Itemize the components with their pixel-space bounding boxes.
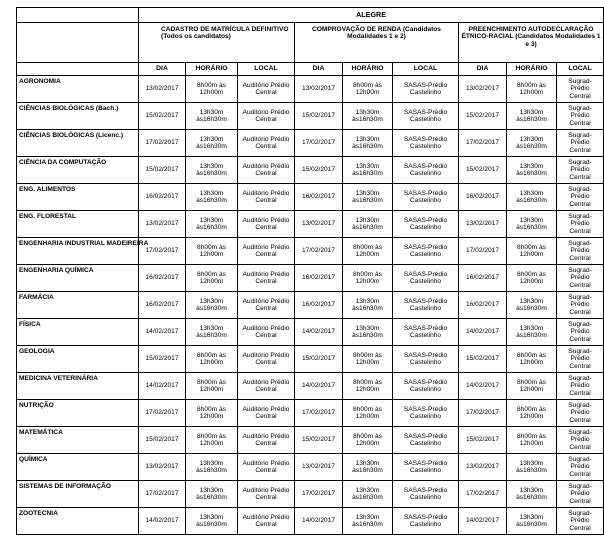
- date-cell: 13/02/2017: [459, 454, 507, 481]
- time-cell: 13h30m às16h30m: [343, 184, 393, 211]
- location-cell: Auditório Prédio Central: [238, 130, 295, 157]
- column-header-local: LOCAL: [238, 63, 295, 76]
- table-row: [17, 103, 604, 130]
- date-cell: 15/02/2017: [459, 346, 507, 373]
- subheader-row: [17, 63, 604, 76]
- date-cell: 14/02/2017: [295, 373, 343, 400]
- time-cell: 13h30m às16h30m: [186, 211, 238, 238]
- time-cell: 13h30m às16h30m: [343, 157, 393, 184]
- location-cell: Sugrad-Prédio Central: [557, 373, 604, 400]
- course-name: ENGENHARIA QUÍMICA: [17, 265, 139, 292]
- location-cell: Sugrad-Prédio Central: [557, 103, 604, 130]
- table-row: [17, 481, 604, 508]
- location-cell: Auditório Prédio Central: [238, 346, 295, 373]
- location-cell: Sugrad-Prédio Central: [557, 400, 604, 427]
- group-header-autodeclaracao: PREENCHIMENTO AUTODECLARAÇÃO ÉTNICO-RACIAL (Candidatos Modalidades 1 e 3): [459, 23, 604, 63]
- location-cell: Sugrad-Prédio Central: [557, 130, 604, 157]
- time-cell: 13h30m às16h30m: [186, 157, 238, 184]
- location-cell: Sugrad-Prédio Central: [557, 346, 604, 373]
- date-cell: 14/02/2017: [295, 319, 343, 346]
- table-row: [17, 400, 604, 427]
- time-cell: 8h00m às 12h00m: [186, 76, 238, 103]
- time-cell: 13h30m às16h30m: [186, 292, 238, 319]
- table-row: [17, 238, 604, 265]
- course-name: FÍSICA: [17, 319, 139, 346]
- time-cell: 13h30m às16h30m: [343, 454, 393, 481]
- location-cell: SASAS-Prédio Castelinho: [393, 130, 459, 157]
- course-name: ZOOTECNIA: [17, 508, 139, 535]
- column-header-dia: DIA: [295, 63, 343, 76]
- group-header-renda: COMPROVAÇÃO DE RENDA (Candidatos Modalidades 1 e 2): [295, 23, 459, 63]
- date-cell: 17/02/2017: [139, 481, 186, 508]
- date-cell: 17/02/2017: [459, 400, 507, 427]
- course-name: AGRONOMIA: [17, 76, 139, 103]
- time-cell: 13h30m às16h30m: [343, 508, 393, 535]
- time-cell: 8h00m às 12h00m: [507, 238, 557, 265]
- group-header-matricula: CADASTRO DE MATRÍCULA DEFINITIVO (Todos os candidatos): [139, 23, 295, 63]
- time-cell: 8h00m às 12h00m: [343, 346, 393, 373]
- table-row: [17, 130, 604, 157]
- corner-cell: [17, 8, 139, 23]
- course-name: MATEMÁTICA: [17, 427, 139, 454]
- time-cell: 13h30m às16h30m: [343, 292, 393, 319]
- time-cell: 13h30m às16h30m: [507, 454, 557, 481]
- date-cell: 14/02/2017: [459, 373, 507, 400]
- date-cell: 15/02/2017: [139, 427, 186, 454]
- time-cell: 8h00m às 12h00m: [507, 346, 557, 373]
- time-cell: 13h30m às16h30m: [507, 211, 557, 238]
- date-cell: 16/02/2017: [139, 184, 186, 211]
- date-cell: 15/02/2017: [459, 157, 507, 184]
- date-cell: 15/02/2017: [139, 103, 186, 130]
- date-cell: 13/02/2017: [139, 454, 186, 481]
- date-cell: 14/02/2017: [459, 508, 507, 535]
- date-cell: 13/02/2017: [295, 454, 343, 481]
- date-cell: 15/02/2017: [295, 427, 343, 454]
- location-cell: SASAS-Prédio Castelinho: [393, 211, 459, 238]
- date-cell: 13/02/2017: [139, 76, 186, 103]
- location-cell: Sugrad-Prédio Central: [557, 319, 604, 346]
- location-cell: SASAS-Prédio Castelinho: [393, 319, 459, 346]
- date-cell: 16/02/2017: [295, 292, 343, 319]
- location-cell: Sugrad-Prédio Central: [557, 157, 604, 184]
- time-cell: 8h00m às 12h00m: [343, 238, 393, 265]
- time-cell: 13h30m às16h30m: [343, 481, 393, 508]
- time-cell: 13h30m às16h30m: [343, 103, 393, 130]
- location-cell: Auditório Prédio Central: [238, 481, 295, 508]
- location-cell: SASAS-Prédio Castelinho: [393, 454, 459, 481]
- location-cell: SASAS-Prédio Castelinho: [393, 265, 459, 292]
- time-cell: 13h30m às16h30m: [343, 319, 393, 346]
- location-cell: Sugrad-Prédio Central: [557, 292, 604, 319]
- time-cell: 8h00m às 12h00m: [507, 76, 557, 103]
- location-cell: SASAS-Prédio Castelinho: [393, 427, 459, 454]
- location-cell: SASAS-Prédio Castelinho: [393, 103, 459, 130]
- course-name: QUÍMICA: [17, 454, 139, 481]
- location-cell: Sugrad-Prédio Central: [557, 454, 604, 481]
- course-name: CIÊNCIAS BIOLÓGICAS (Licenc.): [17, 130, 139, 157]
- column-header-dia: DIA: [459, 63, 507, 76]
- table-row: [17, 211, 604, 238]
- date-cell: 16/02/2017: [295, 265, 343, 292]
- date-cell: 17/02/2017: [459, 130, 507, 157]
- location-cell: SASAS-Prédio Castelinho: [393, 76, 459, 103]
- table-row: [17, 265, 604, 292]
- location-cell: Auditório Prédio Central: [238, 103, 295, 130]
- course-name: ENGENHARIA INDUSTRIAL MADEIREIRA: [17, 238, 139, 265]
- location-cell: SASAS-Prédio Castelinho: [393, 184, 459, 211]
- location-cell: Auditório Prédio Central: [238, 400, 295, 427]
- date-cell: 17/02/2017: [459, 481, 507, 508]
- time-cell: 13h30m às16h30m: [186, 184, 238, 211]
- date-cell: 16/02/2017: [459, 292, 507, 319]
- date-cell: 16/02/2017: [295, 184, 343, 211]
- time-cell: 8h00m às 12h00m: [343, 265, 393, 292]
- location-cell: Sugrad-Prédio Central: [557, 508, 604, 535]
- time-cell: 13h30m às16h30m: [507, 508, 557, 535]
- time-cell: 8h00m às 12h00m: [186, 346, 238, 373]
- column-header-horrio: HORÁRIO: [186, 63, 238, 76]
- location-cell: Auditório Prédio Central: [238, 238, 295, 265]
- table-row: [17, 508, 604, 535]
- column-header-local: LOCAL: [393, 63, 459, 76]
- date-cell: 17/02/2017: [459, 238, 507, 265]
- date-cell: 14/02/2017: [139, 319, 186, 346]
- location-cell: Auditório Prédio Central: [238, 211, 295, 238]
- date-cell: 16/02/2017: [139, 292, 186, 319]
- date-cell: 15/02/2017: [139, 346, 186, 373]
- date-cell: 15/02/2017: [459, 103, 507, 130]
- location-cell: SASAS-Prédio Castelinho: [393, 238, 459, 265]
- date-cell: 17/02/2017: [295, 481, 343, 508]
- date-cell: 15/02/2017: [295, 103, 343, 130]
- course-name: MEDICINA VETERINÁRIA: [17, 373, 139, 400]
- location-cell: Auditório Prédio Central: [238, 319, 295, 346]
- schedule-table: [16, 7, 604, 535]
- course-name: ENG. ALIMENTOS: [17, 184, 139, 211]
- time-cell: 13h30m às16h30m: [343, 130, 393, 157]
- location-cell: Auditório Prédio Central: [238, 184, 295, 211]
- location-cell: Auditório Prédio Central: [238, 76, 295, 103]
- date-cell: 15/02/2017: [459, 427, 507, 454]
- location-cell: Sugrad-Prédio Central: [557, 211, 604, 238]
- date-cell: 15/02/2017: [295, 157, 343, 184]
- date-cell: 15/02/2017: [139, 157, 186, 184]
- time-cell: 8h00m às 12h00m: [186, 427, 238, 454]
- time-cell: 13h30m às16h30m: [507, 103, 557, 130]
- time-cell: 8h00m às 12h00m: [343, 373, 393, 400]
- time-cell: 13h30m às16h30m: [186, 319, 238, 346]
- date-cell: 13/02/2017: [295, 211, 343, 238]
- date-cell: 14/02/2017: [459, 319, 507, 346]
- time-cell: 8h00m às 12h00m: [507, 427, 557, 454]
- course-name: SISTEMAS DE INFORMAÇÃO: [17, 481, 139, 508]
- column-header-local: LOCAL: [557, 63, 604, 76]
- schedule-body: [17, 76, 604, 535]
- date-cell: 16/02/2017: [459, 184, 507, 211]
- table-row: [17, 157, 604, 184]
- time-cell: 13h30m às16h30m: [186, 454, 238, 481]
- location-cell: Auditório Prédio Central: [238, 454, 295, 481]
- date-cell: 14/02/2017: [139, 373, 186, 400]
- column-header-horrio: HORÁRIO: [507, 63, 557, 76]
- time-cell: 8h00m às 12h00m: [186, 265, 238, 292]
- table-row: [17, 292, 604, 319]
- course-name: NUTRIÇÃO: [17, 400, 139, 427]
- location-cell: Auditório Prédio Central: [238, 157, 295, 184]
- time-cell: 13h30m às16h30m: [186, 481, 238, 508]
- course-name: GEOLOGIA: [17, 346, 139, 373]
- date-cell: 17/02/2017: [295, 238, 343, 265]
- time-cell: 13h30m às16h30m: [507, 319, 557, 346]
- time-cell: 13h30m às16h30m: [343, 211, 393, 238]
- date-cell: 13/02/2017: [295, 76, 343, 103]
- time-cell: 8h00m às 12h00m: [507, 400, 557, 427]
- time-cell: 8h00m às 12h00m: [343, 427, 393, 454]
- location-cell: SASAS-Prédio Castelinho: [393, 292, 459, 319]
- date-cell: 16/02/2017: [139, 265, 186, 292]
- course-name: CIÊNCIA DA COMPUTAÇÃO: [17, 157, 139, 184]
- date-cell: 15/02/2017: [295, 346, 343, 373]
- location-cell: SASAS-Prédio Castelinho: [393, 400, 459, 427]
- time-cell: 8h00m às 12h00m: [186, 238, 238, 265]
- table-row: [17, 373, 604, 400]
- table-row: [17, 76, 604, 103]
- time-cell: 13h30m às16h30m: [507, 292, 557, 319]
- time-cell: 8h00m às 12h00m: [507, 373, 557, 400]
- table-row: [17, 346, 604, 373]
- time-cell: 8h00m às 12h00m: [186, 373, 238, 400]
- location-cell: Sugrad-Prédio Central: [557, 481, 604, 508]
- date-cell: 17/02/2017: [139, 238, 186, 265]
- table-row: [17, 184, 604, 211]
- date-cell: 17/02/2017: [139, 130, 186, 157]
- time-cell: 8h00m às 12h00m: [343, 76, 393, 103]
- date-cell: 16/02/2017: [459, 265, 507, 292]
- location-cell: Sugrad-Prédio Central: [557, 184, 604, 211]
- corner-cell-2: [17, 23, 139, 63]
- date-cell: 14/02/2017: [139, 508, 186, 535]
- location-cell: Sugrad-Prédio Central: [557, 427, 604, 454]
- location-cell: Auditório Prédio Central: [238, 373, 295, 400]
- date-cell: 17/02/2017: [295, 130, 343, 157]
- column-header-dia: DIA: [139, 63, 186, 76]
- time-cell: 8h00m às 12h00m: [343, 400, 393, 427]
- location-cell: Sugrad-Prédio Central: [557, 76, 604, 103]
- location-cell: SASAS-Prédio Castelinho: [393, 373, 459, 400]
- date-cell: 13/02/2017: [459, 211, 507, 238]
- date-cell: 14/02/2017: [295, 508, 343, 535]
- location-cell: Auditório Prédio Central: [238, 427, 295, 454]
- schedule-document: [16, 7, 601, 535]
- corner-cell-3: [17, 63, 139, 76]
- table-row: [17, 454, 604, 481]
- time-cell: 13h30m às16h30m: [186, 103, 238, 130]
- time-cell: 13h30m às16h30m: [186, 130, 238, 157]
- table-row: [17, 319, 604, 346]
- time-cell: 13h30m às16h30m: [507, 157, 557, 184]
- table-row: [17, 427, 604, 454]
- location-cell: SASAS-Prédio Castelinho: [393, 157, 459, 184]
- location-cell: SASAS-Prédio Castelinho: [393, 481, 459, 508]
- time-cell: 8h00m às 12h00m: [507, 265, 557, 292]
- time-cell: 13h30m às16h30m: [186, 508, 238, 535]
- location-cell: Auditório Prédio Central: [238, 292, 295, 319]
- location-cell: Sugrad-Prédio Central: [557, 238, 604, 265]
- course-name: FARMÁCIA: [17, 292, 139, 319]
- location-cell: Auditório Prédio Central: [238, 265, 295, 292]
- time-cell: 8h00m às 12h00m: [186, 400, 238, 427]
- time-cell: 13h30m às16h30m: [507, 184, 557, 211]
- date-cell: 17/02/2017: [139, 400, 186, 427]
- date-cell: 13/02/2017: [139, 211, 186, 238]
- location-cell: SASAS-Prédio Castelinho: [393, 508, 459, 535]
- column-header-horrio: HORÁRIO: [343, 63, 393, 76]
- date-cell: 17/02/2017: [295, 400, 343, 427]
- table-title: ALEGRE: [139, 8, 604, 23]
- course-name: ENG. FLORESTAL: [17, 211, 139, 238]
- location-cell: Sugrad-Prédio Central: [557, 265, 604, 292]
- location-cell: SASAS-Prédio Castelinho: [393, 346, 459, 373]
- time-cell: 13h30m às16h30m: [507, 130, 557, 157]
- date-cell: 13/02/2017: [459, 76, 507, 103]
- time-cell: 13h30m às16h30m: [507, 481, 557, 508]
- course-name: CIÊNCIAS BIOLÓGICAS (Bach.): [17, 103, 139, 130]
- location-cell: Auditório Prédio Central: [238, 508, 295, 535]
